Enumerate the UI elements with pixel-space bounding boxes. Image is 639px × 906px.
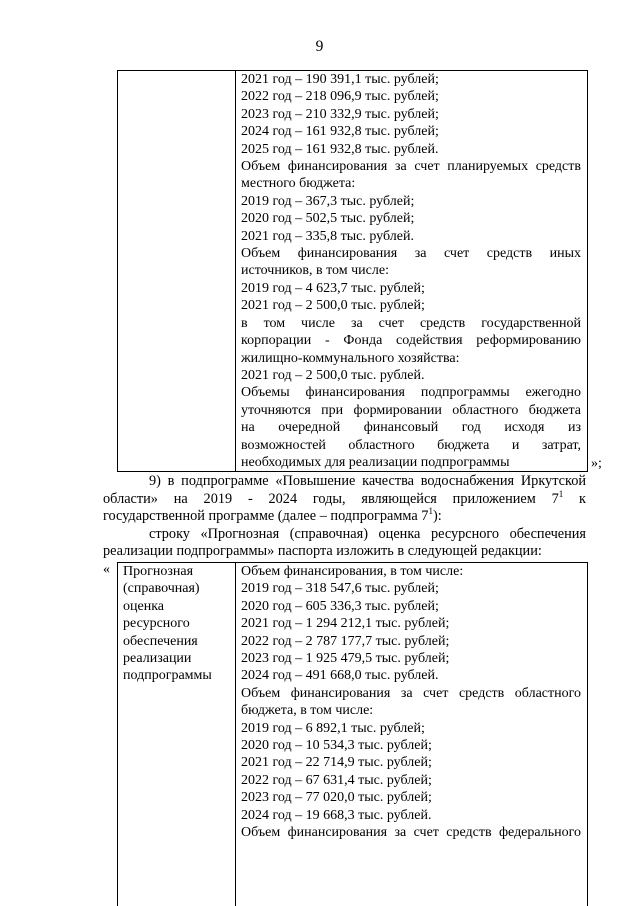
para-line: 9) в подпрограмме «Повышение качества водоснабжения Иркутской <box>149 473 586 489</box>
table-line: 2023 год – 210 332,9 тыс. рублей; <box>241 106 439 122</box>
table-line: местного бюджета: <box>241 176 356 192</box>
table-line: уточняются при формировании областного бюджета <box>241 402 581 418</box>
table-line: 2021 год – 2 500,0 тыс. рублей. <box>241 367 425 383</box>
table-line: 2019 год – 6 892,1 тыс. рублей; <box>241 720 425 736</box>
column-divider <box>235 563 236 906</box>
table-line: 2025 год – 161 932,8 тыс. рублей. <box>241 141 439 157</box>
amendment-paragraph <box>103 473 586 561</box>
table-line: Объем финансирования за счет средств иных <box>241 246 581 262</box>
financing-table-continued <box>117 70 588 472</box>
table-line: 2024 год – 19 668,3 тыс. рублей. <box>241 807 432 823</box>
table-line: 2021 год – 335,8 тыс. рублей. <box>241 228 414 244</box>
row-heading-line: Прогнозная <box>123 564 194 579</box>
forecast-resource-table <box>117 562 588 906</box>
row-heading-line: обеспечения <box>123 633 198 649</box>
table-line: 2021 год – 22 714,9 тыс. рублей; <box>241 755 432 771</box>
table-line: 2023 год – 77 020,0 тыс. рублей; <box>241 790 432 806</box>
para-line <box>103 508 586 526</box>
table-line: необходимых для реализации подпрограммы <box>241 454 510 470</box>
para-text: государственной программе (далее – подпрограмма 7 <box>103 508 429 525</box>
closing-quote: »; <box>591 456 602 471</box>
para-line: реализации подпрограммы» паспорта изложить в следующей редакции: <box>103 543 542 560</box>
table-line: 2023 год – 1 925 479,5 тыс. рублей; <box>241 651 450 667</box>
table-line: 2019 год – 4 623,7 тыс. рублей; <box>241 280 425 296</box>
para-text: к <box>563 490 587 507</box>
table-line: возможностей областного бюджета и затрат, <box>241 437 581 453</box>
row-heading-line: (справочная) <box>123 581 200 597</box>
page-number: 9 <box>315 38 324 55</box>
table-line: Объем финансирования за счет планируемых средств <box>241 159 581 175</box>
table-line: 2021 год – 1 294 212,1 тыс. рублей; <box>241 616 450 632</box>
table-line: 2022 год – 218 096,9 тыс. рублей; <box>241 89 439 105</box>
table-line: источников, в том числе: <box>241 263 389 279</box>
table-line: корпорации - Фонда содействия реформированию <box>241 333 581 349</box>
table-line: 2020 год – 10 534,3 тыс. рублей; <box>241 738 432 754</box>
table-line: 2019 год – 318 547,6 тыс. рублей; <box>241 581 439 597</box>
para-text: области» на 2019 - 2024 годы, являющейся приложением 7 <box>103 490 559 507</box>
financing-details-cell <box>241 71 581 471</box>
table-line: Объем финансирования за счет средств федерального <box>241 825 581 841</box>
para-line <box>103 488 587 509</box>
table-line: Объем финансирования, в том числе: <box>241 564 464 579</box>
table-line: 2020 год – 502,5 тыс. рублей; <box>241 211 415 227</box>
row-heading-line: подпрограммы <box>123 668 212 684</box>
table-line: 2024 год – 491 668,0 тыс. рублей. <box>241 668 439 684</box>
superscript: 1 <box>558 488 564 499</box>
table-line: 2024 год – 161 932,8 тыс. рублей; <box>241 124 439 140</box>
column-divider <box>235 71 236 471</box>
table-line: 2022 год – 2 787 177,7 тыс. рублей; <box>241 633 450 649</box>
table-line: 2021 год – 2 500,0 тыс. рублей; <box>241 298 425 314</box>
para-text: ): <box>432 508 442 525</box>
superscript: 1 <box>428 506 433 517</box>
table-line: 2022 год – 67 631,4 тыс. рублей; <box>241 772 432 788</box>
row-heading-line: ресурсного <box>123 616 190 632</box>
table-line: бюджета, в том числе: <box>241 703 374 719</box>
table-line: жилищно-коммунального хозяйства: <box>241 350 460 366</box>
financing-details-cell <box>241 563 581 842</box>
table-line: 2021 год – 190 391,1 тыс. рублей; <box>241 72 439 87</box>
table-line: Объем финансирования за счет средств областного <box>241 685 581 701</box>
row-heading-cell <box>123 563 228 685</box>
para-line: строку «Прогнозная (справочная) оценка ресурсного обеспечения <box>149 525 586 542</box>
row-heading-line: реализации <box>123 651 192 667</box>
table-line: в том числе за счет средств государственной <box>241 315 581 331</box>
table-line: Объемы финансирования подпрограммы ежегодно <box>241 385 581 401</box>
table-line: 2019 год – 367,3 тыс. рублей; <box>241 193 415 209</box>
row-heading-line: оценка <box>123 598 165 614</box>
opening-quote: « <box>103 562 110 577</box>
table-line: 2020 год – 605 336,3 тыс. рублей; <box>241 598 439 614</box>
table-line: на очередной финансовый год исходя из <box>241 420 581 436</box>
